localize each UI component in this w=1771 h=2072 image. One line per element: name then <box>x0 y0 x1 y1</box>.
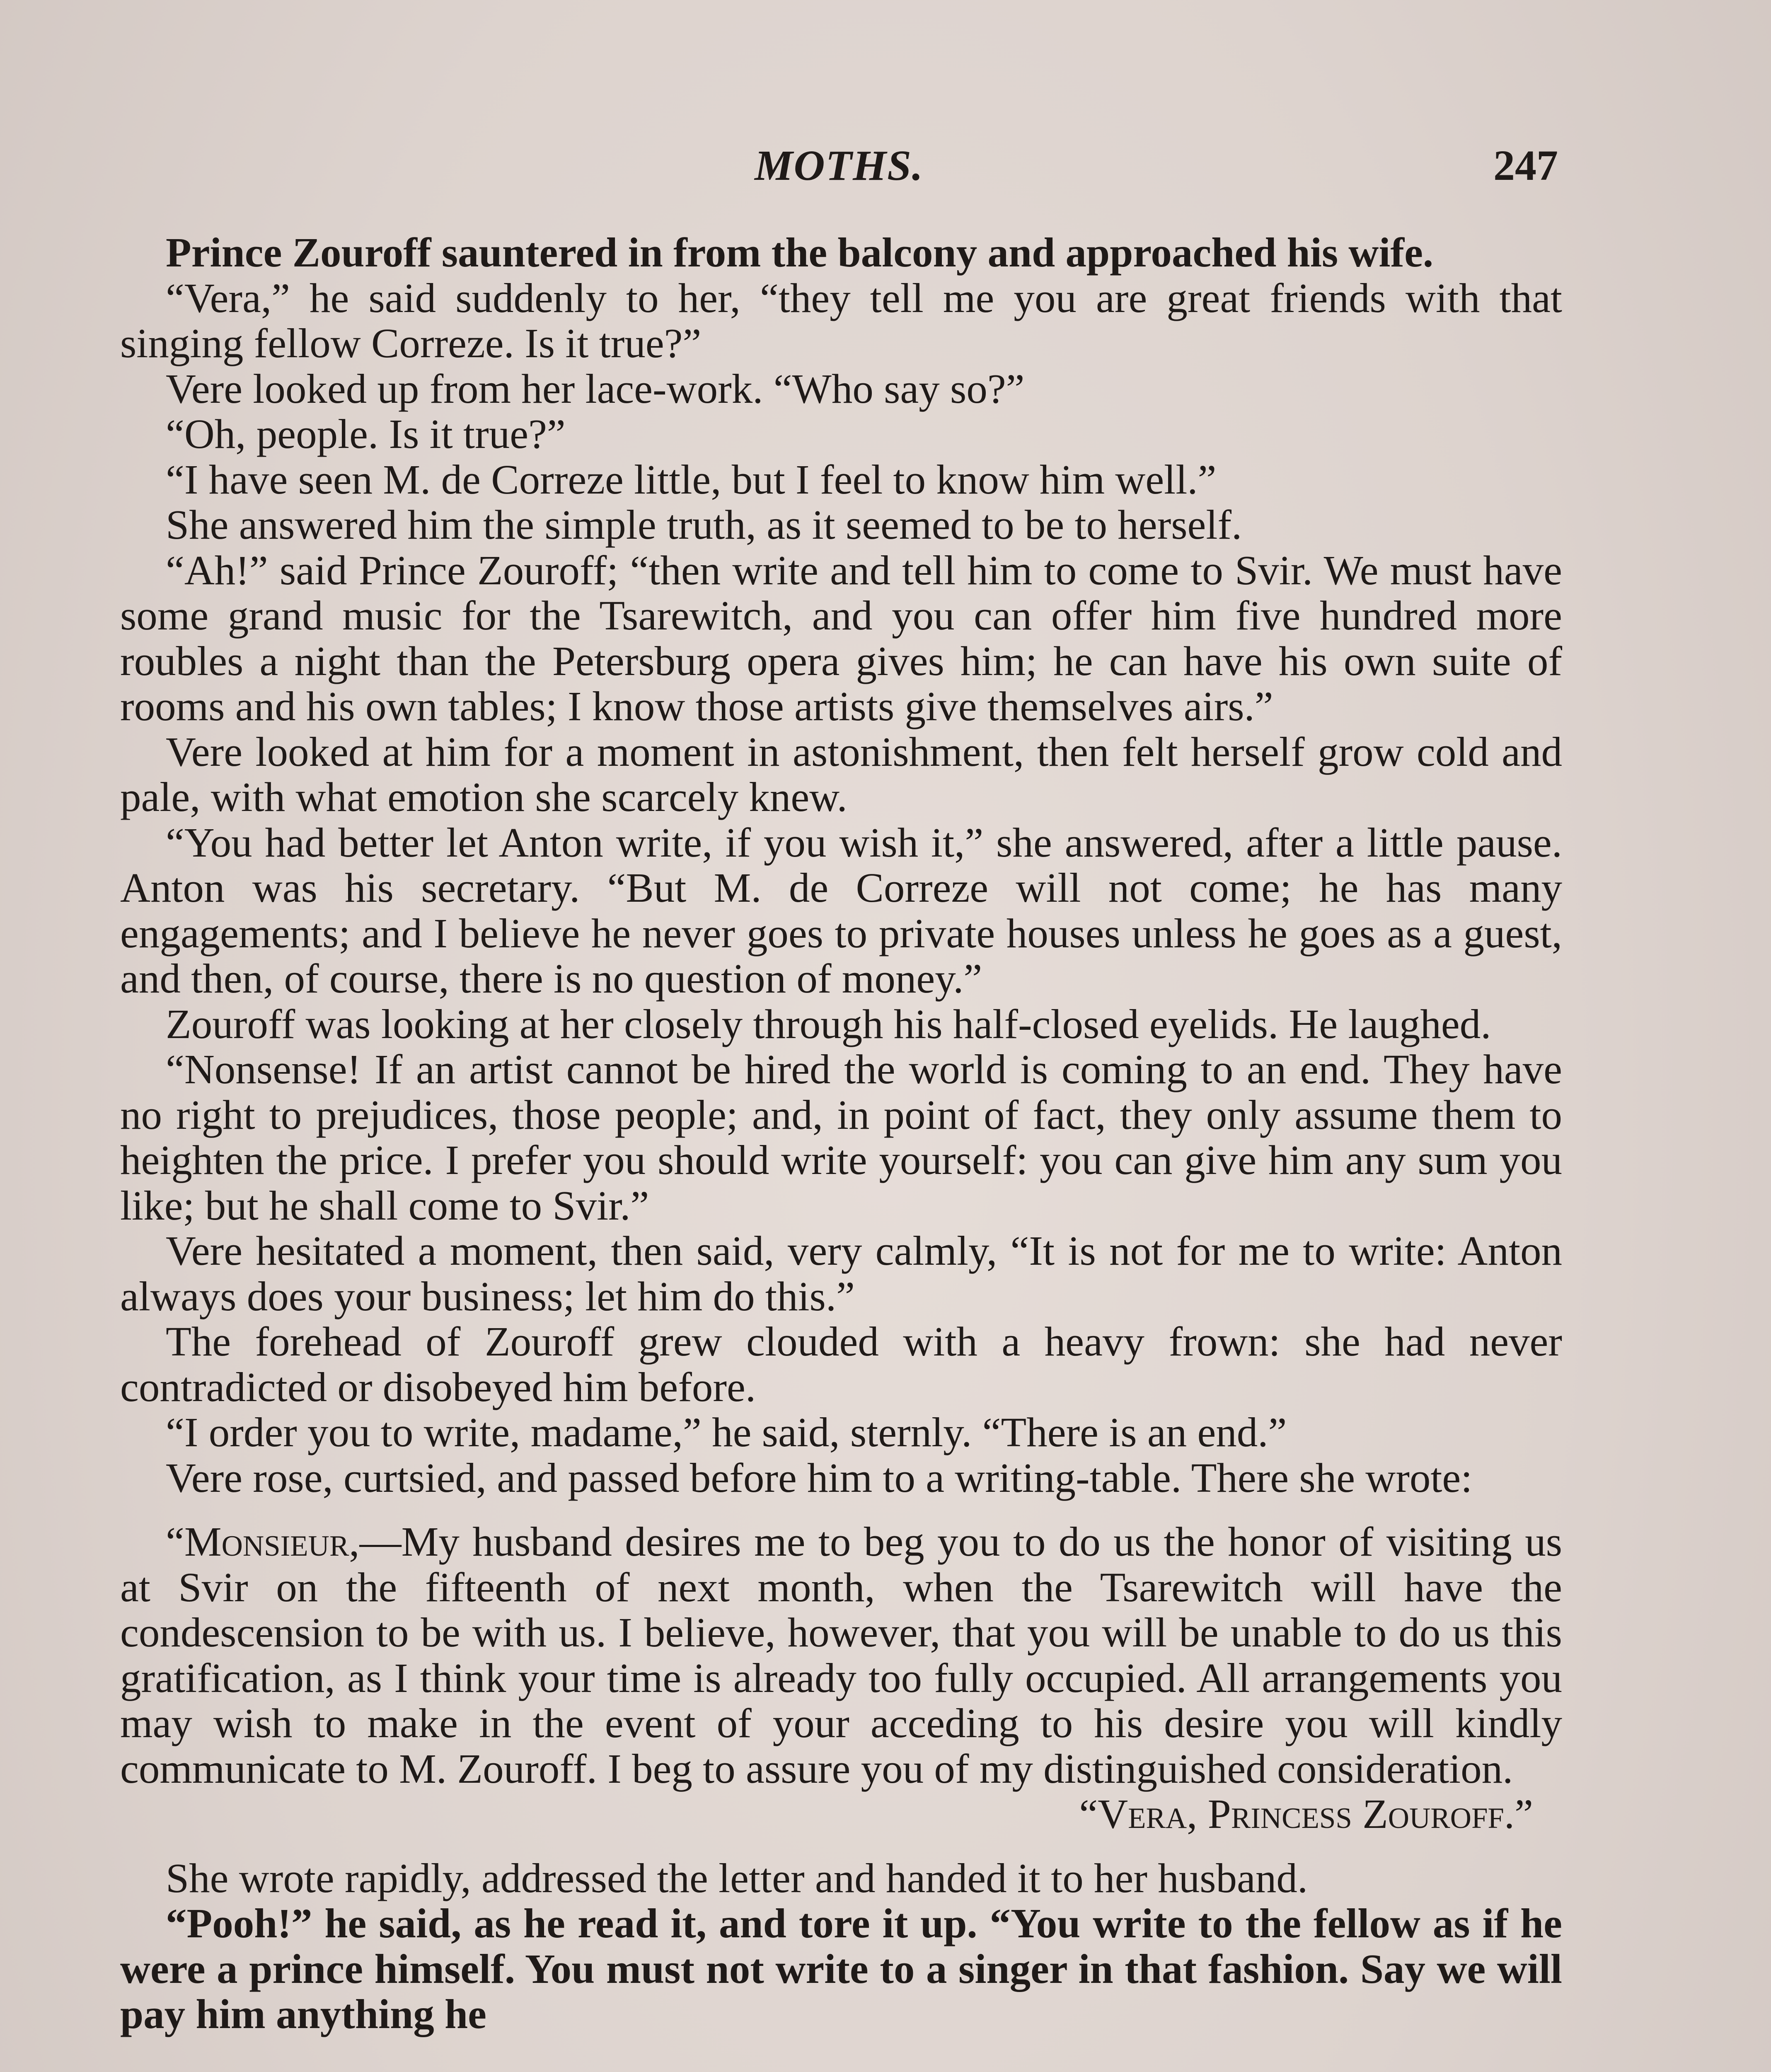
paragraph: Vere looked up from her lace-work. “Who say so?” <box>166 365 1025 412</box>
paragraph: Vere looked at him for a moment in astonishment, then felt herself grow cold and pale, with what emotion she scarcely knew. <box>120 728 1562 820</box>
paragraph: “I have seen M. de Correze little, but I feel to know him well.” <box>166 456 1217 503</box>
letter-block <box>120 1519 1562 1837</box>
paragraph: “Vera,” he said suddenly to her, “they tell me you are great friends with that singing fellow Correze. Is it true?” <box>120 274 1562 366</box>
letter-text: —My husband desires me to beg you to do us the honor of visiting us at Svir on the fifteenth of next month, when the Tsarewitch will have the condescension to be with us. I believe, however, that you will be unable to do us this gratification, as I think your time is already too fully occupied. All arrangements you may wish to make in the event of your acceding to his desire you will kindly communicate to M. Zouroff. I beg to assure you of my distinguished consideration. <box>120 1518 1562 1792</box>
letter-signature: “Vera, Princess Zouroff.” <box>1079 1791 1533 1837</box>
paragraph: “Oh, people. Is it true?” <box>166 411 566 457</box>
page-number: 247 <box>1493 142 1558 189</box>
body-text <box>120 230 1562 2037</box>
paragraph: “Ah!” said Prince Zouroff; “then write and tell him to come to Svir. We must have some grand music for the Tsarewitch, and you can offer him five hundred more roubles a night than the Petersburg opera gives him; he can have his own suite of rooms and his own tables; I know those artists give themselves airs.” <box>120 547 1562 729</box>
paragraph: “I order you to write, madame,” he said, sternly. “There is an end.” <box>166 1409 1287 1455</box>
letter-salutation: “Monsieur, <box>166 1518 360 1565</box>
paragraph: Vere hesitated a moment, then said, very calmly, “It is not for me to write: Anton always does your business; let him do this.” <box>120 1227 1562 1319</box>
paragraph: She wrote rapidly, addressed the letter and handed it to her husband. <box>166 1854 1308 1901</box>
paragraph: She answered him the simple truth, as it seemed to be to herself. <box>166 501 1242 548</box>
paragraph: “You had better let Anton write, if you wish it,” she answered, after a little pause. Anton was his secretary. “But M. de Correze will not come; he has many engagements; and I believe he never goes to private houses unless he goes as a guest, and then, of course, there is no question of money.” <box>120 819 1562 1002</box>
running-title: MOTHS. <box>755 142 924 189</box>
running-head <box>120 141 1558 199</box>
letter-body <box>120 1519 1562 1791</box>
paragraph: Zouroff was looking at her closely through his half-closed eyelids. He laughed. <box>166 1000 1491 1047</box>
paragraph: “Nonsense! If an artist cannot be hired the world is coming to an end. They have no right to prejudices, those people; and, in point of fact, they only assume them to heighten the price. I prefer you should write yourself: you can give him any sum you like; but he shall come to Svir.” <box>120 1046 1562 1229</box>
paragraph: The forehead of Zouroff grew clouded with a heavy frown: she had never contradicted or disobeyed him before. <box>120 1318 1562 1410</box>
paragraph: Vere rose, curtsied, and passed before him to a writing-table. There she wrote: <box>166 1454 1473 1501</box>
paragraph: “Pooh!” he said, as he read it, and tore it up. “You write to the fellow as if he were a prince himself. You must not write to a singer in that fashion. Say we will pay him anything he <box>120 1900 1562 2037</box>
paragraph: Prince Zouroff sauntered in from the balcony and approached his wife. <box>166 229 1434 276</box>
